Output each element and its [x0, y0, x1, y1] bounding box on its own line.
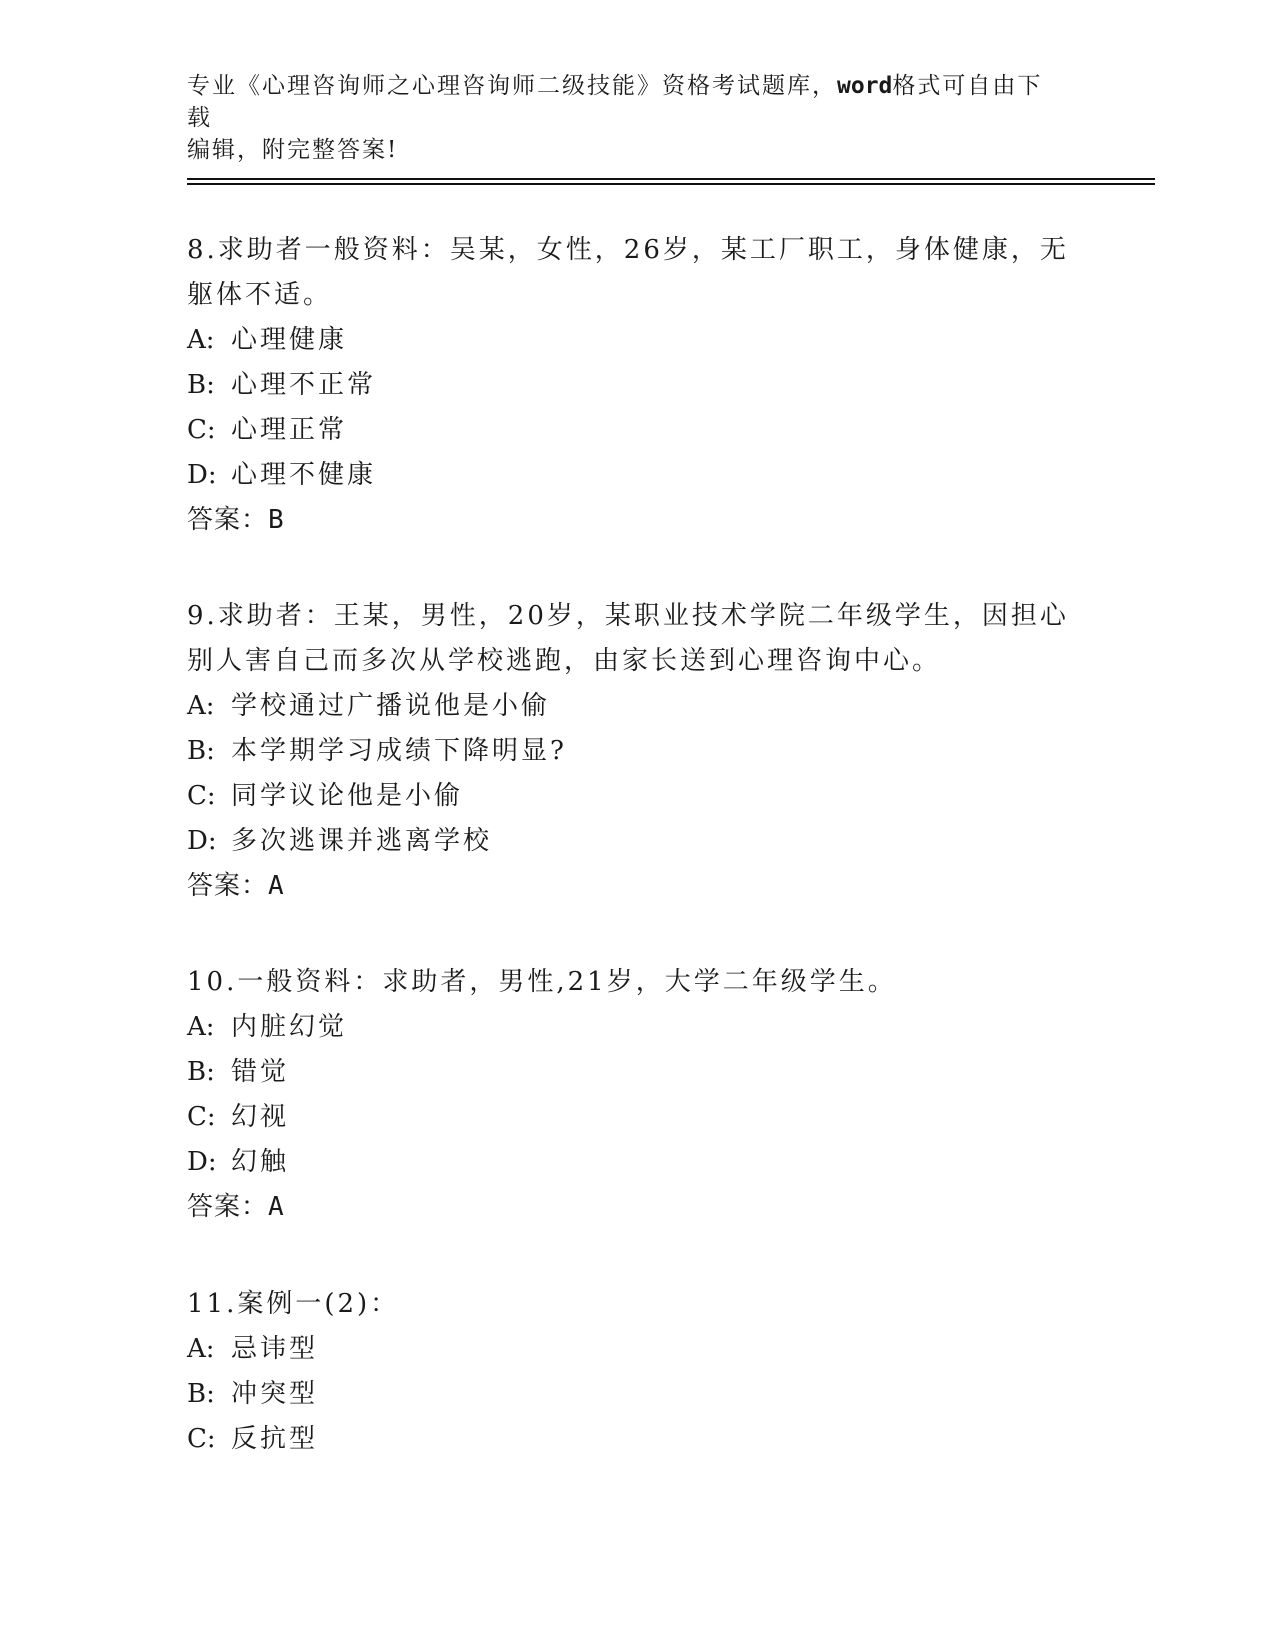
question-10 — [187, 960, 1087, 1230]
option-letter: C: — [187, 1102, 216, 1132]
document-header — [187, 70, 1067, 166]
option-letter: A: — [187, 691, 215, 721]
question-stem-line: 8.求助者一般资料：吴某，女性，26岁，某工厂职工，身体健康，无 — [187, 235, 1069, 265]
option-letter: B: — [187, 736, 215, 766]
option-text: 内脏幻觉 — [231, 1012, 348, 1042]
option-letter: A: — [187, 1012, 215, 1042]
question-stem-line: 躯体不适。 — [187, 280, 333, 310]
option-letter: D: — [187, 826, 217, 856]
option-a — [187, 318, 1087, 363]
header-line-2: 编辑，附完整答案! — [187, 137, 399, 163]
option-letter: C: — [187, 781, 216, 811]
answer — [187, 498, 1087, 543]
answer-label: 答案： — [187, 871, 269, 901]
option-letter: B: — [187, 370, 215, 400]
option-text: 心理不健康 — [231, 460, 377, 490]
option-d — [187, 453, 1087, 498]
option-c — [187, 408, 1087, 453]
option-d — [187, 1140, 1087, 1185]
question-stem-line: 9.求助者：王某，男性，20岁，某职业技术学院二年级学生，因担心 — [187, 601, 1069, 631]
option-letter: C: — [187, 1424, 216, 1454]
option-letter: C: — [187, 415, 216, 445]
option-text: 心理健康 — [231, 325, 348, 355]
question-stem-line: 11.案例一(2)： — [187, 1289, 400, 1319]
question-11 — [187, 1282, 1087, 1462]
question-9 — [187, 594, 1087, 909]
option-text: 同学议论他是小偷 — [231, 781, 464, 811]
header-line-1 — [187, 70, 1067, 134]
option-text: 心理正常 — [231, 415, 348, 445]
answer-value: A — [268, 1192, 285, 1222]
option-text: 学校通过广播说他是小偷 — [231, 691, 551, 721]
option-letter: A: — [187, 325, 215, 355]
option-c — [187, 1417, 1087, 1462]
option-text: 心理不正常 — [231, 370, 377, 400]
option-c — [187, 774, 1087, 819]
question-8 — [187, 228, 1087, 543]
answer-value: B — [268, 505, 285, 535]
option-text: 忌讳型 — [231, 1334, 319, 1364]
header-divider-bottom — [187, 183, 1155, 185]
header-text: 专业《心理咨询师之心理咨询师二级技能》资格考试题库， — [187, 73, 837, 99]
answer-label: 答案： — [187, 505, 269, 535]
option-c — [187, 1095, 1087, 1140]
option-a — [187, 1327, 1087, 1372]
option-text: 冲突型 — [231, 1379, 319, 1409]
option-text: 错觉 — [231, 1057, 290, 1087]
answer — [187, 1185, 1087, 1230]
option-a — [187, 1005, 1087, 1050]
answer-label: 答案： — [187, 1192, 269, 1222]
option-text: 本学期学习成绩下降明显? — [231, 736, 567, 766]
option-letter: D: — [187, 460, 217, 490]
header-divider-top — [187, 178, 1155, 180]
option-a — [187, 684, 1087, 729]
option-letter: D: — [187, 1147, 217, 1177]
header-word-text: word — [837, 73, 893, 99]
option-d — [187, 819, 1087, 864]
option-letter: B: — [187, 1057, 215, 1087]
question-stem-line: 10.一般资料：求助者，男性,21岁，大学二年级学生。 — [187, 967, 897, 997]
option-text: 多次逃课并逃离学校 — [231, 826, 493, 856]
option-text: 幻视 — [231, 1102, 290, 1132]
option-b — [187, 1050, 1087, 1095]
option-b — [187, 729, 1087, 774]
option-letter: B: — [187, 1379, 215, 1409]
option-text: 幻触 — [231, 1147, 290, 1177]
option-letter: A: — [187, 1334, 215, 1364]
option-b — [187, 1372, 1087, 1417]
option-b — [187, 363, 1087, 408]
header-text-tail: 格式可自由下载 — [187, 73, 1043, 131]
answer — [187, 864, 1087, 909]
question-stem-line: 别人害自己而多次从学校逃跑，由家长送到心理咨询中心。 — [187, 646, 942, 676]
answer-value: A — [268, 871, 285, 901]
option-text: 反抗型 — [231, 1424, 319, 1454]
